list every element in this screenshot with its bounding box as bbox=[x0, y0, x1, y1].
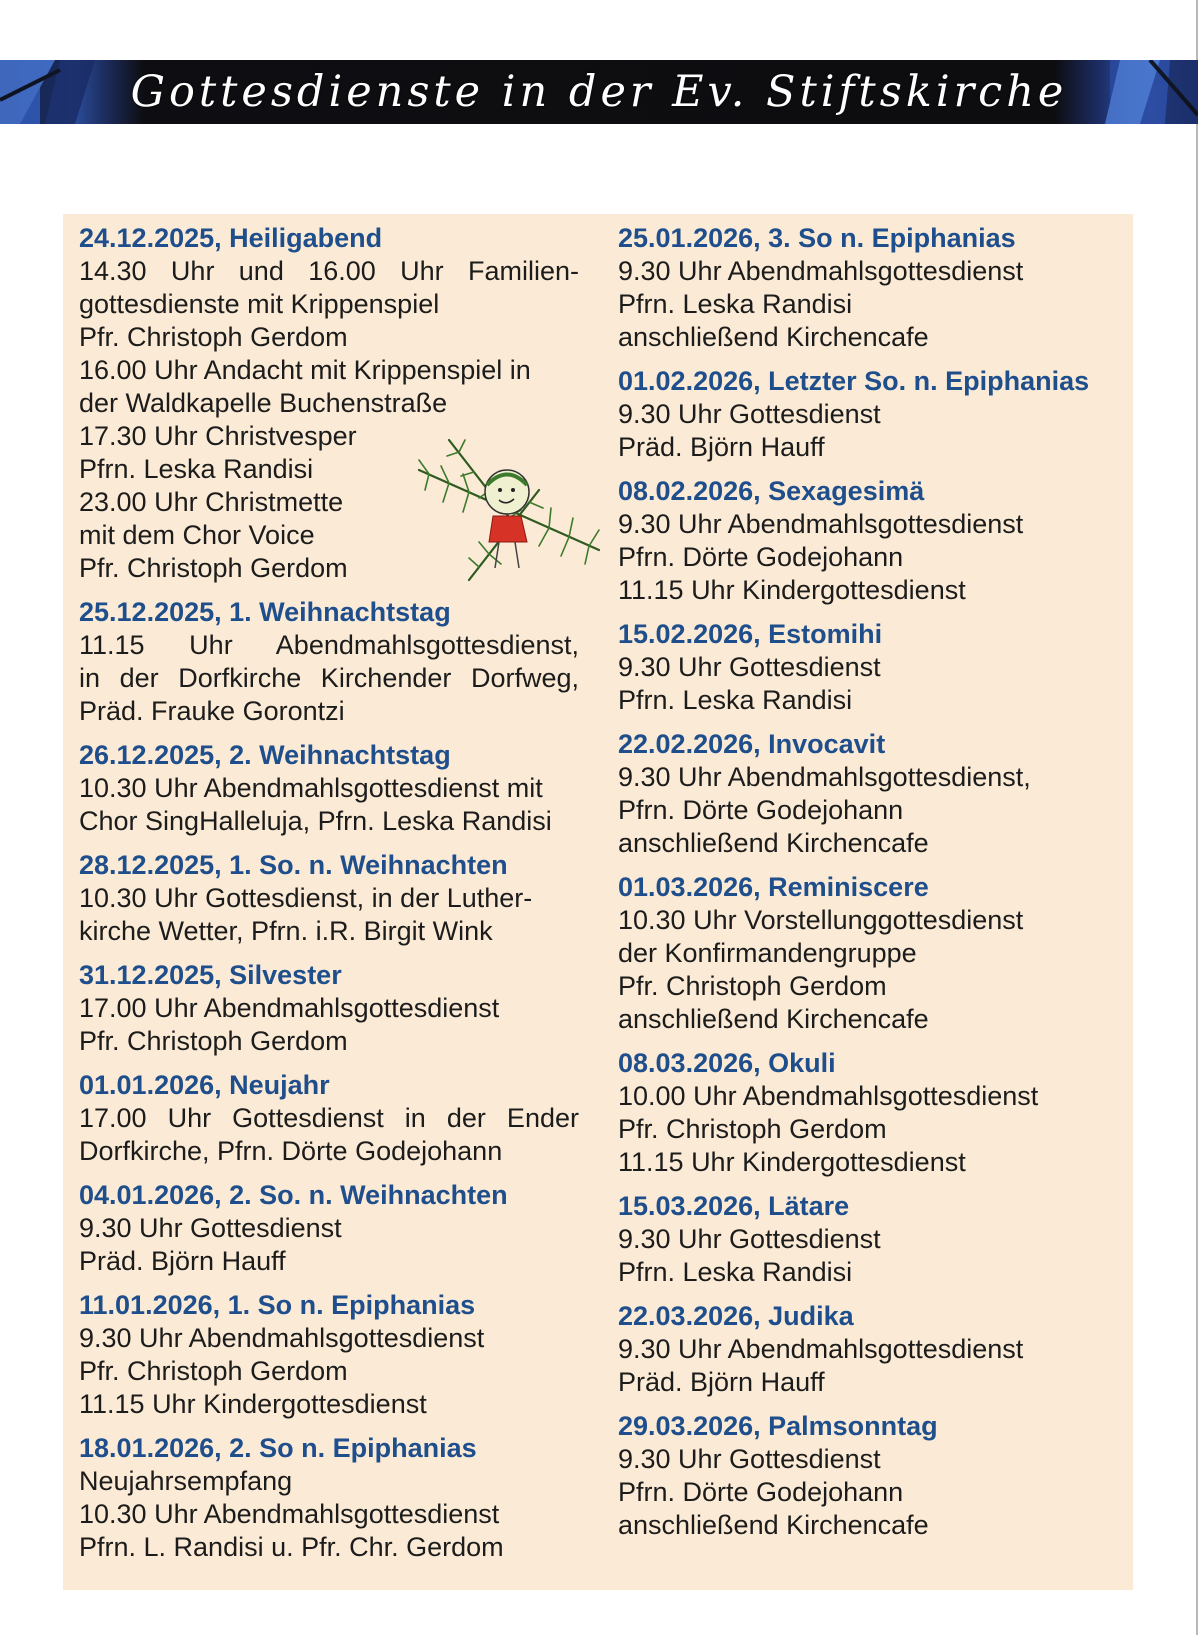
service-date-title: 24.12.2025, Heiligabend bbox=[79, 223, 383, 253]
service-line: Dorfkirche, Pfrn. Dörte Godejohann bbox=[79, 1136, 503, 1166]
schedule-panel bbox=[63, 214, 1133, 1590]
service-date-title: 26.12.2025, 2. Weihnachtstag bbox=[79, 740, 451, 770]
service-entry bbox=[79, 959, 579, 1058]
service-line: 17.30 Uhr Christvesper bbox=[79, 421, 357, 451]
service-line: 9.30 Uhr Gottesdienst bbox=[618, 1444, 881, 1474]
service-entry bbox=[618, 1410, 1123, 1542]
service-line: 9.30 Uhr Gottesdienst bbox=[79, 1213, 342, 1243]
service-entry bbox=[618, 728, 1123, 860]
service-line: gottesdienste mit Krippenspiel bbox=[79, 289, 440, 319]
service-line: anschließend Kirchencafe bbox=[618, 828, 929, 858]
service-line: 11.15 Uhr Abendmahlsgottesdienst, bbox=[79, 630, 579, 660]
service-line: 9.30 Uhr Abendmahlsgottesdienst, bbox=[618, 762, 1031, 792]
service-line: Pfr. Christoph Gerdom bbox=[79, 553, 348, 583]
service-line: anschließend Kirchencafe bbox=[618, 1004, 929, 1034]
service-line: mit dem Chor Voice bbox=[79, 520, 315, 550]
service-entry bbox=[79, 1289, 579, 1421]
schedule-column-left bbox=[79, 222, 579, 1575]
service-date-title: 22.03.2026, Judika bbox=[618, 1301, 854, 1331]
service-line: 9.30 Uhr Gottesdienst bbox=[618, 399, 881, 429]
service-line: Pfrn. Leska Randisi bbox=[618, 685, 853, 715]
service-line: Pfrn. Leska Randisi bbox=[79, 454, 314, 484]
service-entry bbox=[618, 871, 1123, 1036]
service-line: 17.00 Uhr Abendmahlsgottesdienst bbox=[79, 993, 500, 1023]
service-date-title: 01.02.2026, Letzter So. n. Epiphanias bbox=[618, 366, 1090, 396]
service-line: Pfr. Christoph Gerdom bbox=[79, 1026, 348, 1056]
service-line: 10.30 Uhr Abendmahlsgottesdienst bbox=[79, 1499, 500, 1529]
service-line: Präd. Björn Hauff bbox=[618, 432, 825, 462]
service-line: kirche Wetter, Pfrn. i.R. Birgit Wink bbox=[79, 916, 493, 946]
service-date-title: 15.03.2026, Lätare bbox=[618, 1191, 850, 1221]
service-date-title: 08.02.2026, Sexagesimä bbox=[618, 476, 925, 506]
service-entry bbox=[618, 475, 1123, 607]
service-date-title: 01.03.2026, Reminiscere bbox=[618, 872, 929, 902]
service-entry bbox=[79, 1432, 579, 1564]
service-line: Pfrn. L. Randisi u. Pfr. Chr. Gerdom bbox=[79, 1532, 504, 1562]
service-line: Präd. Frauke Gorontzi bbox=[79, 696, 345, 726]
service-date-title: 01.01.2026, Neujahr bbox=[79, 1070, 330, 1100]
service-date-title: 25.01.2026, 3. So n. Epiphanias bbox=[618, 223, 1016, 253]
service-line: Pfrn. Leska Randisi bbox=[618, 289, 853, 319]
service-line: Neujahrsempfang bbox=[79, 1466, 293, 1496]
service-line: anschließend Kirchencafe bbox=[618, 322, 929, 352]
service-line: 9.30 Uhr Abendmahlsgottesdienst bbox=[618, 1334, 1024, 1364]
schedule-column-right bbox=[618, 222, 1123, 1553]
service-line: Pfr. Christoph Gerdom bbox=[79, 1356, 348, 1386]
service-line: 9.30 Uhr Abendmahlsgottesdienst bbox=[618, 256, 1024, 286]
service-entry bbox=[618, 365, 1123, 464]
service-entry bbox=[618, 222, 1123, 354]
service-line: der Konfirmandengruppe bbox=[618, 938, 917, 968]
service-date-title: 28.12.2025, 1. So. n. Weihnachten bbox=[79, 850, 508, 880]
service-line: 14.30 Uhr und 16.00 Uhr Familien- bbox=[79, 256, 579, 286]
service-line: 16.00 Uhr Andacht mit Krippenspiel in bbox=[79, 355, 531, 385]
service-line: 23.00 Uhr Christmette bbox=[79, 487, 344, 517]
service-line: Pfr. Christoph Gerdom bbox=[618, 971, 887, 1001]
service-line: Pfrn. Leska Randisi bbox=[618, 1257, 853, 1287]
service-entry bbox=[79, 596, 579, 728]
service-entry bbox=[79, 849, 579, 948]
service-line: Pfrn. Dörte Godejohann bbox=[618, 1477, 904, 1507]
service-line: Präd. Björn Hauff bbox=[79, 1246, 286, 1276]
service-line: Präd. Björn Hauff bbox=[618, 1367, 825, 1397]
service-line: 17.00 Uhr Gottesdienst in der Ender bbox=[79, 1103, 579, 1133]
service-date-title: 11.01.2026, 1. So n. Epiphanias bbox=[79, 1290, 476, 1320]
service-line: Pfrn. Dörte Godejohann bbox=[618, 542, 904, 572]
service-entry bbox=[618, 1300, 1123, 1399]
service-line: 11.15 Uhr Kindergottesdienst bbox=[79, 1389, 427, 1419]
service-line: 9.30 Uhr Abendmahlsgottesdienst bbox=[618, 509, 1024, 539]
service-date-title: 29.03.2026, Palmsonntag bbox=[618, 1411, 938, 1441]
service-date-title: 25.12.2025, 1. Weihnachtstag bbox=[79, 597, 451, 627]
service-line: 11.15 Uhr Kindergottesdienst bbox=[618, 575, 966, 605]
service-line: 10.30 Uhr Gottesdienst, in der Luther- bbox=[79, 883, 533, 913]
service-date-title: 18.01.2026, 2. So n. Epiphanias bbox=[79, 1433, 477, 1463]
service-line: 9.30 Uhr Gottesdienst bbox=[618, 1224, 881, 1254]
service-line: Chor SingHalleluja, Pfrn. Leska Randisi bbox=[79, 806, 552, 836]
service-line: 9.30 Uhr Abendmahlsgottesdienst bbox=[79, 1323, 485, 1353]
service-entry bbox=[79, 739, 579, 838]
service-line: in der Dorfkirche Kirchender Dorfweg, bbox=[79, 663, 579, 693]
page-title: Gottesdienste in der Ev. Stiftskirche bbox=[130, 67, 1068, 117]
service-line: 9.30 Uhr Gottesdienst bbox=[618, 652, 881, 682]
service-line: 10.30 Uhr Abendmahlsgottesdienst mit bbox=[79, 773, 543, 803]
service-line: anschließend Kirchencafe bbox=[618, 1510, 929, 1540]
service-date-title: 22.02.2026, Invocavit bbox=[618, 729, 886, 759]
service-line: Pfr. Christoph Gerdom bbox=[79, 322, 348, 352]
service-date-title: 04.01.2026, 2. So. n. Weihnachten bbox=[79, 1180, 508, 1210]
service-entry bbox=[79, 1179, 579, 1278]
service-line: 11.15 Uhr Kindergottesdienst bbox=[618, 1147, 966, 1177]
service-entry bbox=[618, 1190, 1123, 1289]
service-date-title: 31.12.2025, Silvester bbox=[79, 960, 342, 990]
header-banner bbox=[0, 60, 1198, 124]
service-line: der Waldkapelle Buchenstraße bbox=[79, 388, 448, 418]
service-line: 10.30 Uhr Vorstellunggottesdienst bbox=[618, 905, 1024, 935]
service-entry bbox=[618, 1047, 1123, 1179]
fir-branch-angel-illustration bbox=[409, 430, 609, 590]
service-date-title: 08.03.2026, Okuli bbox=[618, 1048, 836, 1078]
service-entry bbox=[618, 618, 1123, 717]
service-entry bbox=[79, 1069, 579, 1168]
service-line: 10.00 Uhr Abendmahlsgottesdienst bbox=[618, 1081, 1039, 1111]
service-line: Pfr. Christoph Gerdom bbox=[618, 1114, 887, 1144]
service-date-title: 15.02.2026, Estomihi bbox=[618, 619, 883, 649]
service-line: Pfrn. Dörte Godejohann bbox=[618, 795, 904, 825]
